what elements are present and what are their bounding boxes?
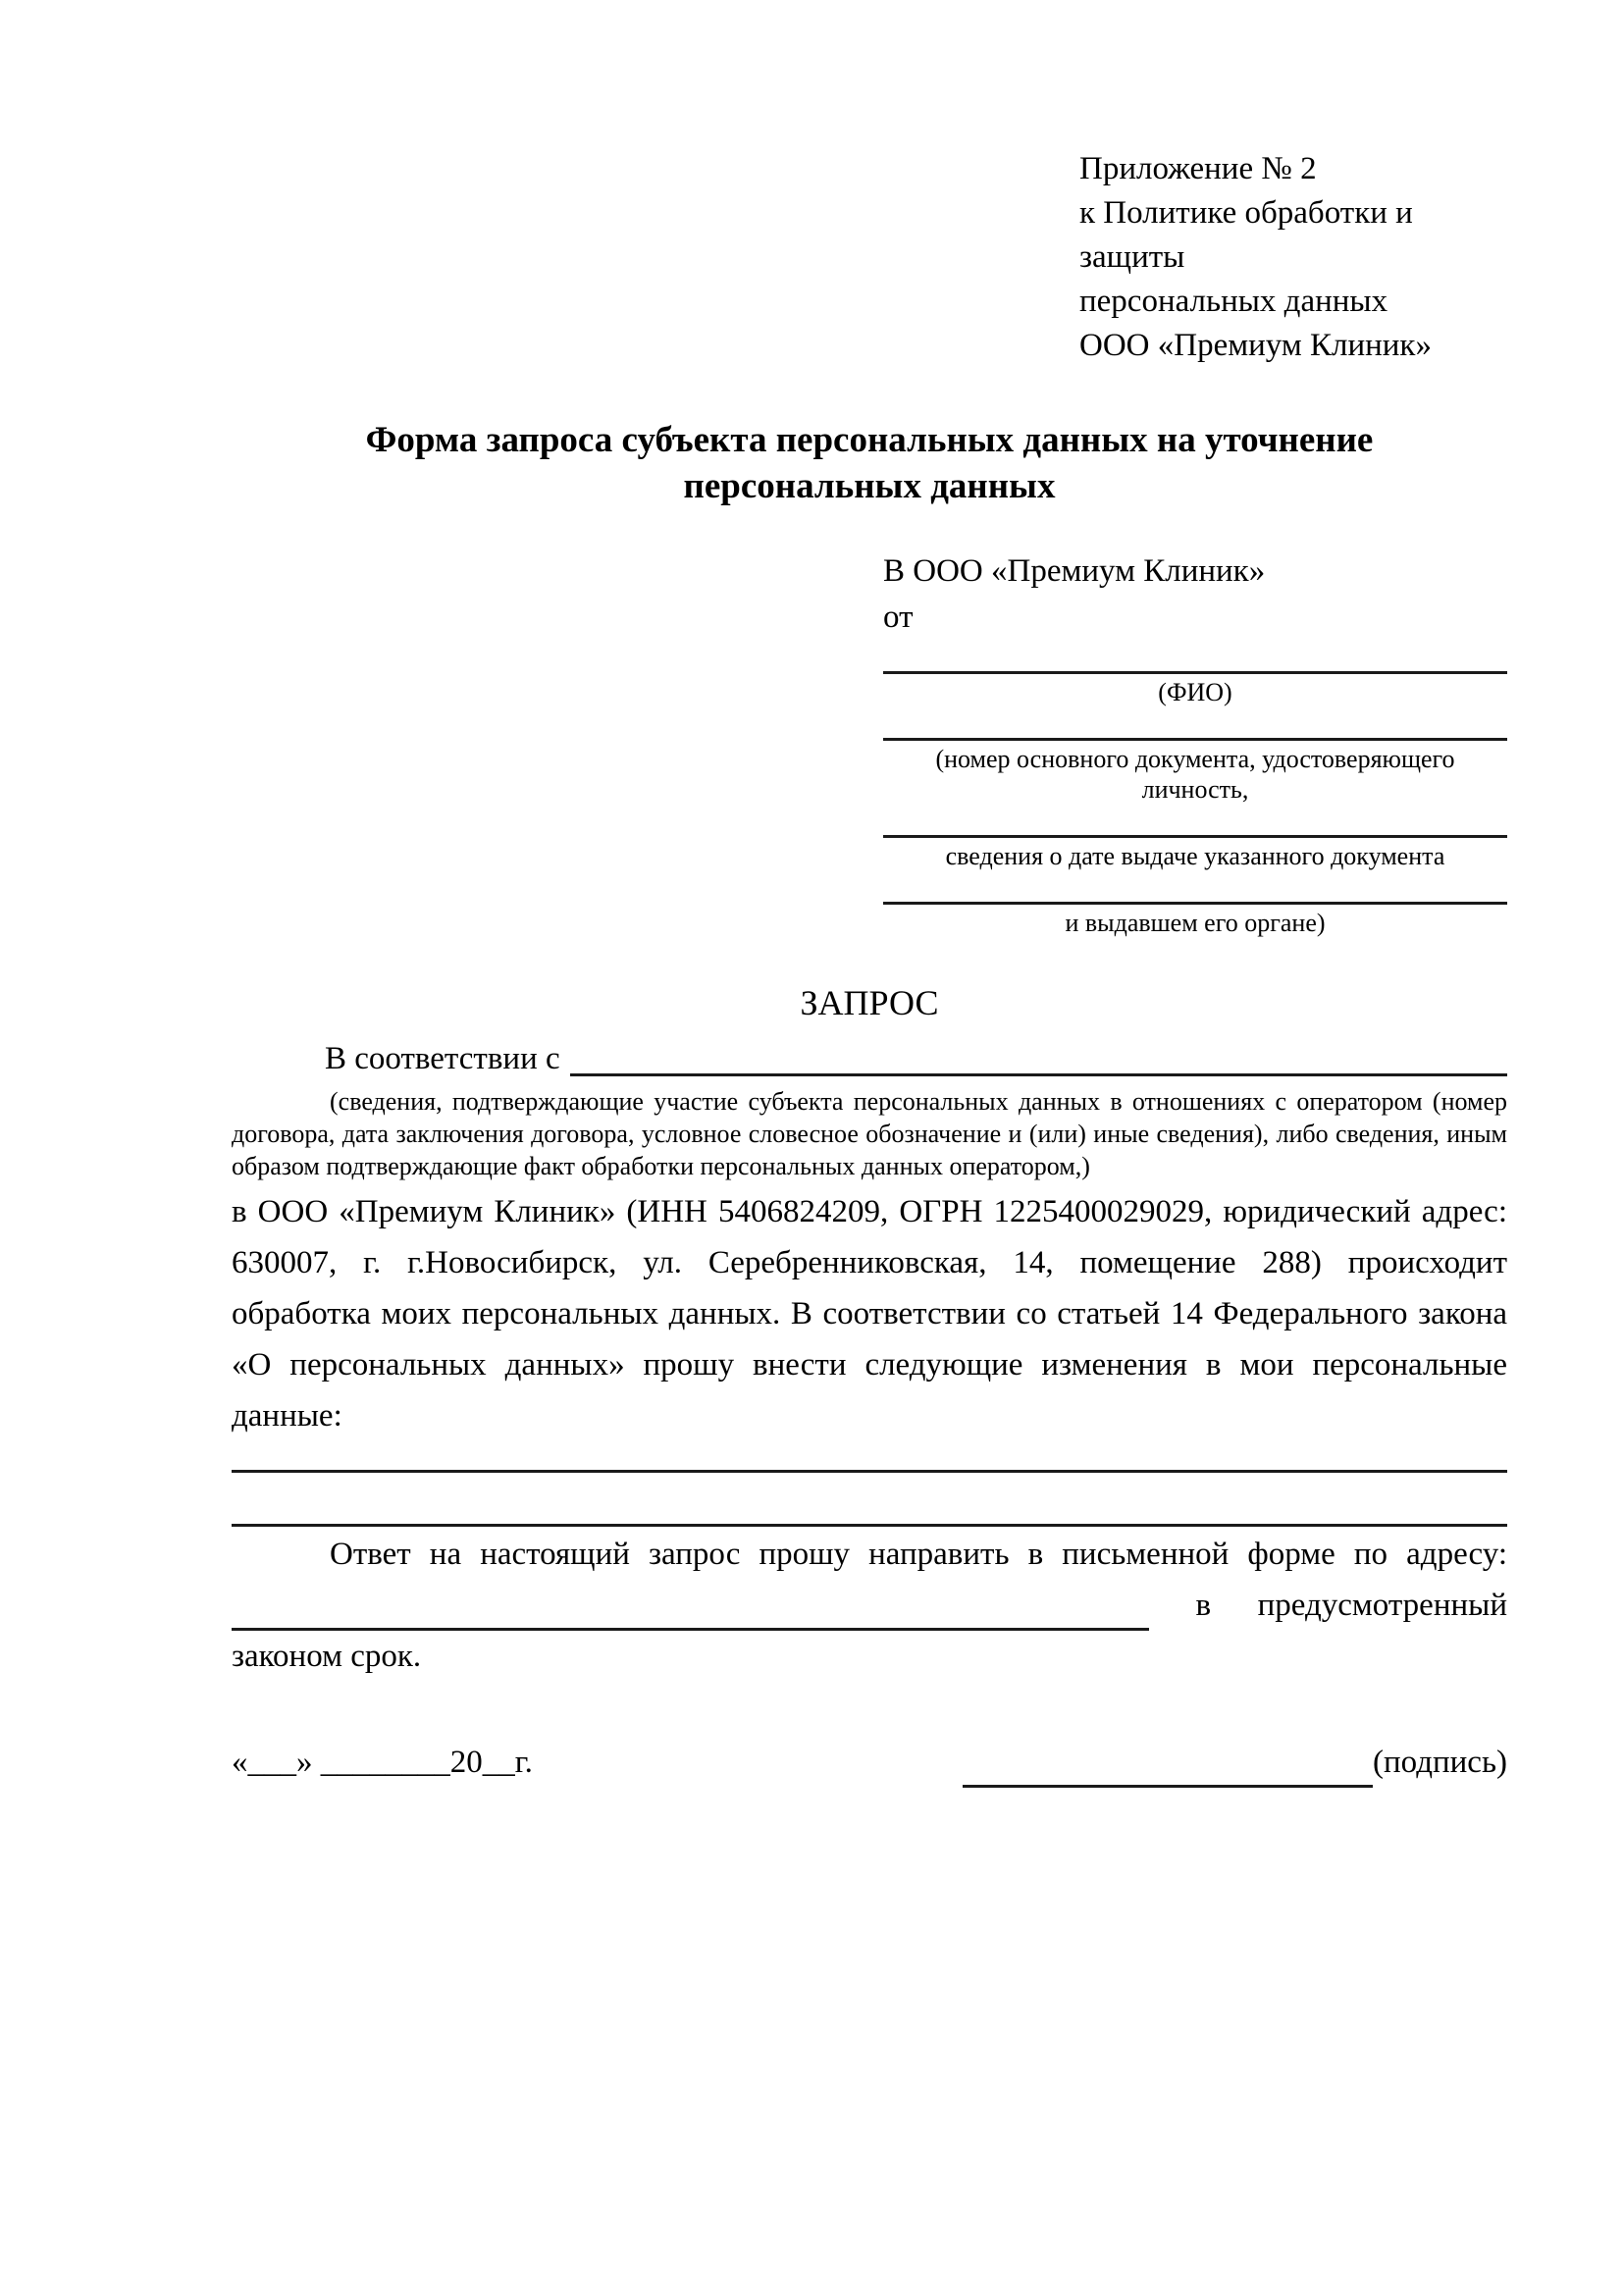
reply-line1: Ответ на настоящий запрос прошу направить в письменной форме по адресу:	[330, 1537, 1507, 1572]
signature-caption: (подпись)	[1373, 1745, 1507, 1780]
addressee-block	[883, 548, 1507, 938]
date-blank-text: «___» ________20__г.	[232, 1745, 533, 1780]
accordance-lead-text: В соответствии с	[325, 1041, 560, 1076]
blank-line-issue-date	[883, 805, 1507, 838]
reply-suffix-word: предусмотренный	[1257, 1588, 1507, 1623]
appendix-header-line: ООО «Премиум Клиник»	[1079, 328, 1432, 363]
blank-line-fio	[883, 641, 1507, 674]
request-heading: ЗАПРОС	[800, 983, 939, 1022]
blank-line-issuing-authority	[883, 871, 1507, 905]
reply-infix-word: в	[1195, 1588, 1212, 1623]
blank-line-address	[232, 1586, 1149, 1631]
addressee-to: В ООО «Премиум Клиник»	[883, 553, 1266, 589]
body-paragraph: в ООО «Премиум Клиник» (ИНН 5406824209, ОГРН 1225400029029, юридический адрес: 630007, г. г.Новосибирск, ул. Серебренниковская, 14, помещение 288) происходит обработка моих персональных данных. В соответствии со статьей 14 Федерального закона «О персональных данных» прошу внести следующие изменения в мои персональные данные:	[232, 1194, 1507, 1434]
appendix-header-line: Приложение № 2	[1079, 151, 1317, 186]
field-issuing-authority	[883, 871, 1507, 938]
blank-line-signature	[963, 1743, 1373, 1788]
document-content	[232, 147, 1507, 1788]
field-fio	[883, 641, 1507, 707]
accordance-footnote: (сведения, подтверждающие участие субъекта персональных данных в отношениях с оператором (номер договора, дата заключения договора, условное словесное обозначение и (или) иные сведения), либо сведения, иным образом подтверждающие факт обработки персональных данных оператором,)	[232, 1087, 1507, 1180]
appendix-header-block	[1079, 147, 1507, 368]
addressee-from: от	[883, 600, 914, 635]
field-caption-document-number: (номер основного документа, удостоверяющего личность,	[935, 745, 1455, 804]
reply-line3: законом срок.	[232, 1639, 422, 1674]
reply-paragraph	[232, 1529, 1507, 1682]
accordance-row	[232, 1034, 1507, 1083]
appendix-header-line: персональных данных	[1079, 284, 1388, 319]
field-caption-issuing-authority: и выдавшем его органе)	[1065, 909, 1326, 937]
field-caption-issue-date: сведения о дате выдаче указанного документа	[945, 842, 1445, 870]
field-document-number	[883, 707, 1507, 805]
blank-line-document-number	[883, 707, 1507, 741]
blank-line-changes-1	[232, 1441, 1507, 1473]
date-signature-row	[232, 1737, 1507, 1788]
blank-line-accordance	[570, 1034, 1507, 1076]
signature-group	[963, 1737, 1507, 1788]
field-caption-fio: (ФИО)	[1158, 678, 1232, 706]
appendix-header-line: к Политике обработки и защиты	[1079, 195, 1413, 275]
blank-line-changes-2	[232, 1473, 1507, 1527]
reply-line2	[232, 1580, 1507, 1631]
field-issue-date	[883, 805, 1507, 871]
document-title: Форма запроса субъекта персональных данных на уточнение персональных данных	[365, 420, 1374, 506]
